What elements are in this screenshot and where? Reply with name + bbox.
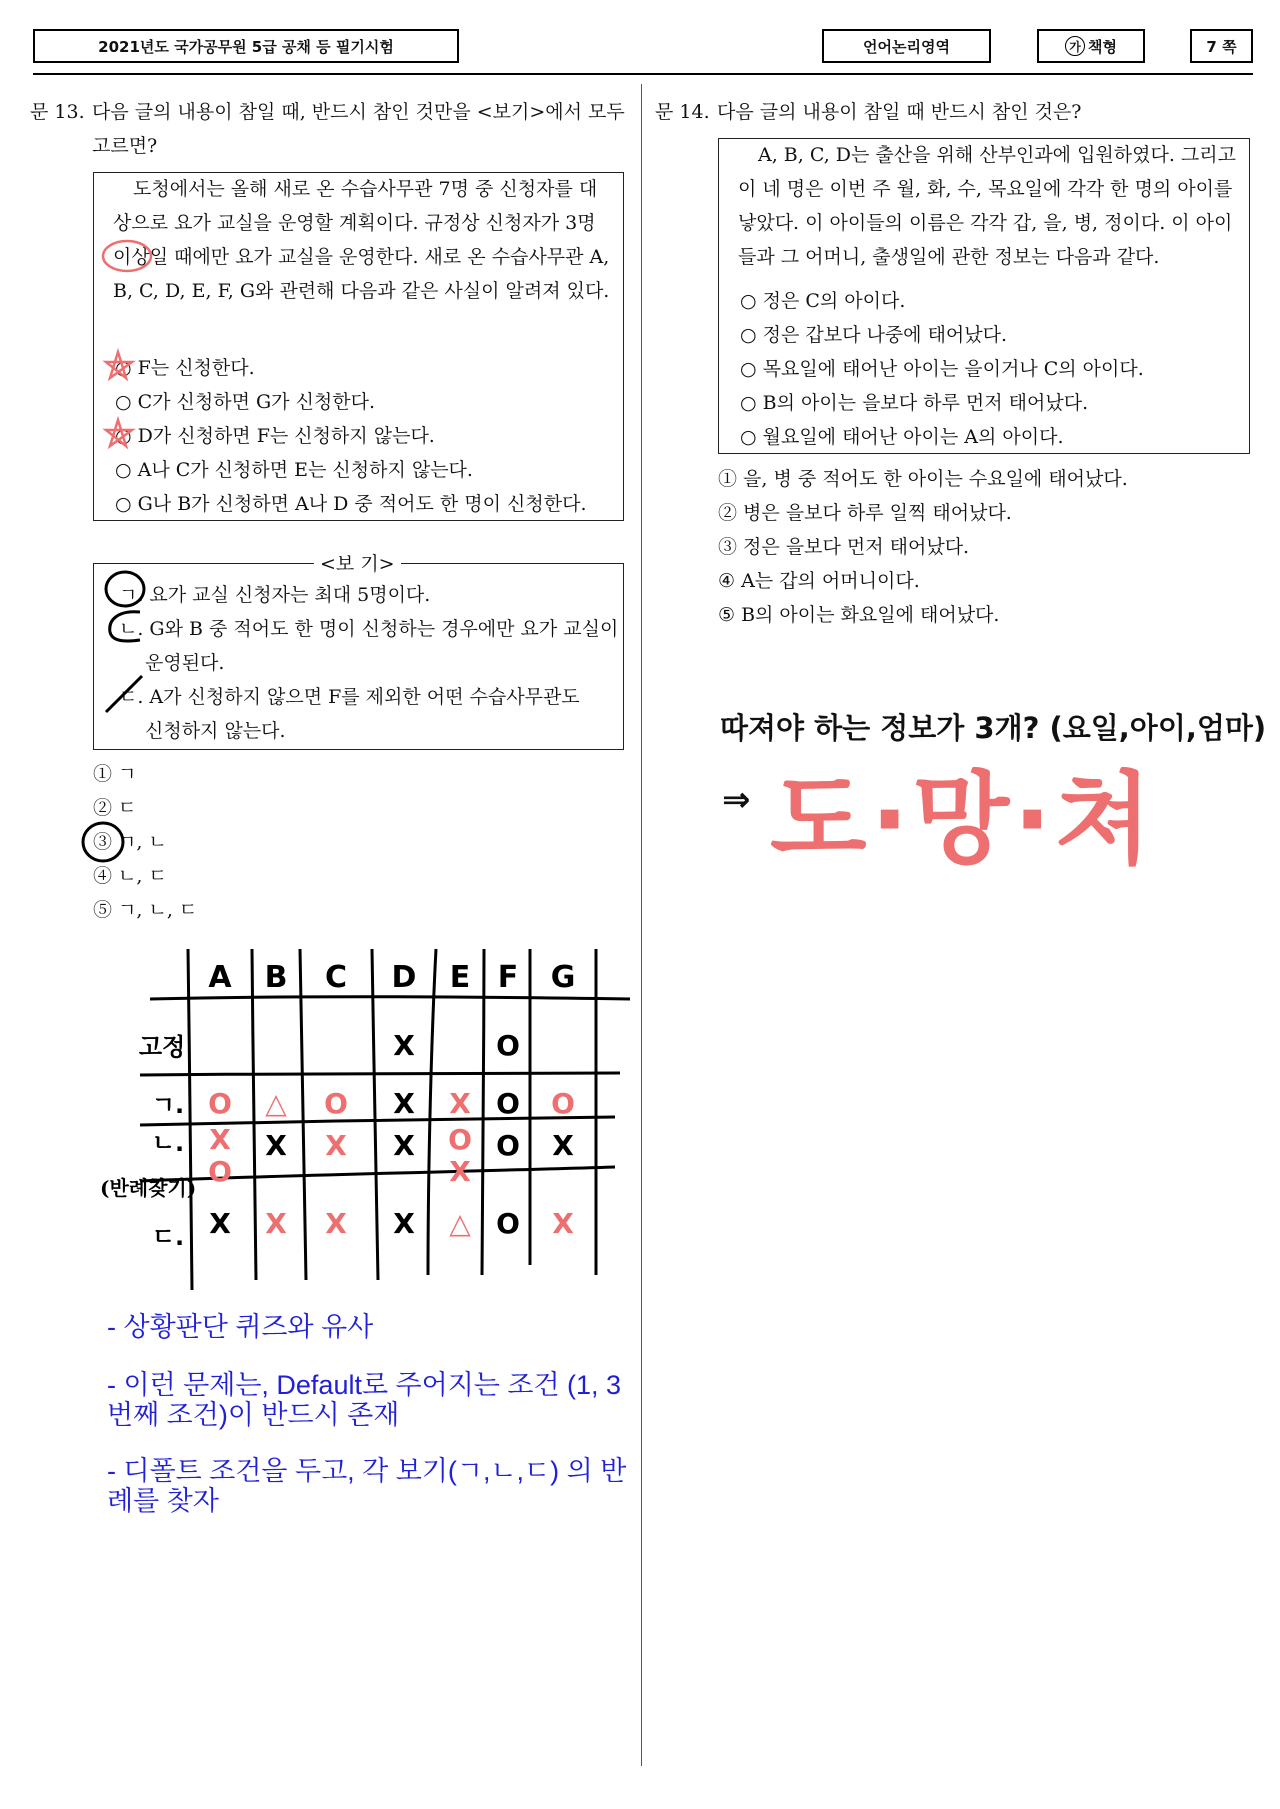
right-handwritten-note: 따져야 하는 정보가 3개? (요일,아이,엄마): [720, 711, 1267, 745]
grid-cell-mark: X: [552, 1207, 574, 1240]
grid-cell-mark: X: [209, 1123, 231, 1156]
q14-option-3: ③ 정은 을보다 먼저 태어났다.: [718, 536, 970, 558]
grid-row-label: ㄷ.: [151, 1223, 185, 1251]
q14-header: [655, 95, 1255, 129]
grid-cell-mark: O: [208, 1087, 232, 1120]
grid-cell-mark: △: [265, 1087, 287, 1120]
star-mark-d: [106, 420, 132, 446]
big-red-word: 도·망·쳐: [770, 761, 1156, 878]
subject-label: 언어논리영역: [822, 29, 991, 63]
q14-condition-3: ○ 목요일에 태어난 아이는 을이거나 C의 아이다.: [740, 358, 1144, 380]
q14-condition-1: ○ 정은 C의 아이다.: [740, 290, 906, 312]
q13-option-4: ④ ㄴ, ㄷ: [93, 865, 167, 887]
q13-question: 다음 글의 내용이 참일 때, 반드시 참인 것만을 <보기>에서 모두 고르면?: [92, 101, 631, 157]
note-1: - 상황판단 퀴즈와 유사: [107, 1312, 374, 1342]
q13-condition-4: ○ A나 C가 신청하면 E는 신청하지 않는다.: [115, 459, 473, 481]
grid-column-f: F: [497, 960, 519, 995]
bogi-item-3: ㄷ. A가 신청하지 않으면 F를 제외한 어떤 수습사무관도: [119, 686, 580, 708]
q14-question: 다음 글의 내용이 참일 때 반드시 참인 것은?: [717, 101, 1082, 123]
grid-column-e: E: [449, 960, 471, 995]
grid-cell-mark: O: [496, 1207, 520, 1240]
grid-cell-mark: △: [449, 1207, 471, 1240]
grid-cell-mark: X: [325, 1129, 347, 1162]
grid-cell-mark: X: [393, 1087, 415, 1120]
column-divider: [641, 84, 642, 1766]
q13-option-2: ② ㄷ: [93, 797, 137, 819]
circle-3-mark: [103, 241, 151, 271]
arrow-mark: ⇒: [722, 780, 751, 820]
grid-cell-mark: X: [393, 1029, 415, 1062]
note-3: - 디폴트 조건을 두고, 각 보기(ㄱ,ㄴ,ㄷ) 의 반례를 찾자: [107, 1456, 627, 1516]
grid-cell-mark: O: [208, 1155, 232, 1188]
strike-bogi-3: [106, 676, 142, 712]
grid-column-b: B: [264, 960, 288, 995]
booklet-type-mark: 가: [1065, 36, 1085, 56]
grid-cell-mark: X: [449, 1155, 471, 1188]
q14-condition-5: ○ 월요일에 태어난 아이는 A의 아이다.: [740, 426, 1064, 448]
q13-option-1: ① ㄱ: [93, 763, 137, 785]
page-number: 7 쪽: [1190, 29, 1253, 63]
q13-number: 문 13.: [30, 101, 85, 123]
grid-column-d: D: [391, 960, 417, 995]
q13-condition-5: ○ G나 B가 신청하면 A나 D 중 적어도 한 명이 신청한다.: [115, 493, 587, 515]
grid-cell-mark: X: [393, 1207, 415, 1240]
grid-row-label: ㄴ.: [151, 1129, 185, 1157]
exam-title: 2021년도 국가공무원 5급 공채 등 필기시험: [33, 29, 459, 63]
booklet-type: [1037, 29, 1145, 63]
q14-passage: A, B, C, D는 출산을 위해 산부인과에 입원하였다. 그리고 이 네 명은 이번 주 월, 화, 수, 목요일에 각각 한 명의 아이를 낳았다. 이 아이들의 이름은 각각 갑, 을, 병, 정이다. 이 아이들과 그 어머니, 출생일에 관한 정보는 다음과 같다.: [738, 144, 1243, 268]
grid-cell-mark: O: [551, 1087, 575, 1120]
grid-row-label: ㄱ.: [151, 1091, 185, 1119]
grid-column-a: A: [208, 960, 232, 995]
q14-option-2: ② 병은 을보다 하루 일찍 태어났다.: [718, 502, 1012, 524]
bogi-item-2-cont: 운영된다.: [145, 652, 225, 674]
grid-row-labels: [139, 1033, 185, 1251]
grid-column-g: G: [550, 960, 576, 995]
q13-option-3: ③ ㄱ, ㄴ: [93, 831, 167, 853]
q14-option-1: ① 을, 병 중 적어도 한 아이는 수요일에 태어났다.: [718, 468, 1128, 490]
note-2: - 이런 문제는, Default로 주어지는 조건 (1, 3번째 조건)이 반드시 존재: [107, 1370, 622, 1430]
q14-option-4: ④ A는 갑의 어머니이다.: [718, 570, 920, 592]
grid-column-c: C: [324, 960, 348, 995]
q13-option-5: ⑤ ㄱ, ㄴ, ㄷ: [93, 899, 198, 921]
q13-passage: 도청에서는 올해 새로 온 수습사무관 7명 중 신청자를 대상으로 요가 교실을 운영할 계획이다. 규정상 신청자가 3명 이상일 때에만 요가 교실을 운영한다. 새로 온 수습사무관 A, B, C, D, E, F, G와 관련해 다음과 같은 사실이 알려져 있다.: [113, 178, 616, 302]
grid-row-label: 고정: [138, 1033, 186, 1061]
grid-cell-mark: O: [496, 1029, 520, 1062]
bogi-item-1: ㄱ. 요가 교실 신청자는 최대 5명이다.: [119, 584, 431, 606]
grid-cell-mark: X: [209, 1207, 231, 1240]
grid-cell-mark: O: [448, 1123, 472, 1156]
grid-cell-mark: X: [265, 1129, 287, 1162]
q14-condition-4: ○ B의 아이는 을보다 하루 먼저 태어났다.: [740, 392, 1089, 414]
circle-bogi-1: [106, 572, 144, 606]
grid-cell-mark: X: [449, 1087, 471, 1120]
grid-cell-mark: O: [496, 1087, 520, 1120]
bogi-title: <보 기>: [314, 553, 401, 575]
q14-option-5: ⑤ B의 아이는 화요일에 태어났다.: [718, 604, 1000, 626]
q14-number: 문 14.: [655, 101, 710, 123]
q13-condition-3: ○ D가 신청하면 F는 신청하지 않는다.: [115, 425, 435, 447]
arc-bogi-2: [110, 612, 140, 641]
star-mark-f: [106, 352, 132, 378]
grid-cell-mark: X: [552, 1129, 574, 1162]
grid-cell-mark: X: [393, 1129, 415, 1162]
q13-condition-2: ○ C가 신청하면 G가 신청한다.: [115, 391, 376, 413]
q14-condition-2: ○ 정은 갑보다 나중에 태어났다.: [740, 324, 1008, 346]
grid-cell-mark: X: [325, 1207, 347, 1240]
grid-cell-mark: O: [496, 1129, 520, 1162]
q13-condition-1: ○ F는 신청한다.: [115, 357, 255, 379]
grid-column-headers: [208, 960, 575, 995]
bogi-item-3-cont: 신청하지 않는다.: [145, 720, 286, 742]
counter-example-label: (반례찾기): [100, 1176, 197, 1200]
grid-cell-mark: X: [265, 1207, 287, 1240]
q13-ink-marks: [0, 0, 640, 900]
booklet-type-label: 책형: [1088, 37, 1117, 56]
bogi-item-2: ㄴ. G와 B 중 적어도 한 명이 신청하는 경우에만 요가 교실이: [119, 618, 619, 640]
handwritten-grid: [90, 945, 650, 1295]
grid-cells: [208, 1029, 575, 1240]
grid-cell-mark: O: [324, 1087, 348, 1120]
circle-option-3: [83, 823, 123, 861]
